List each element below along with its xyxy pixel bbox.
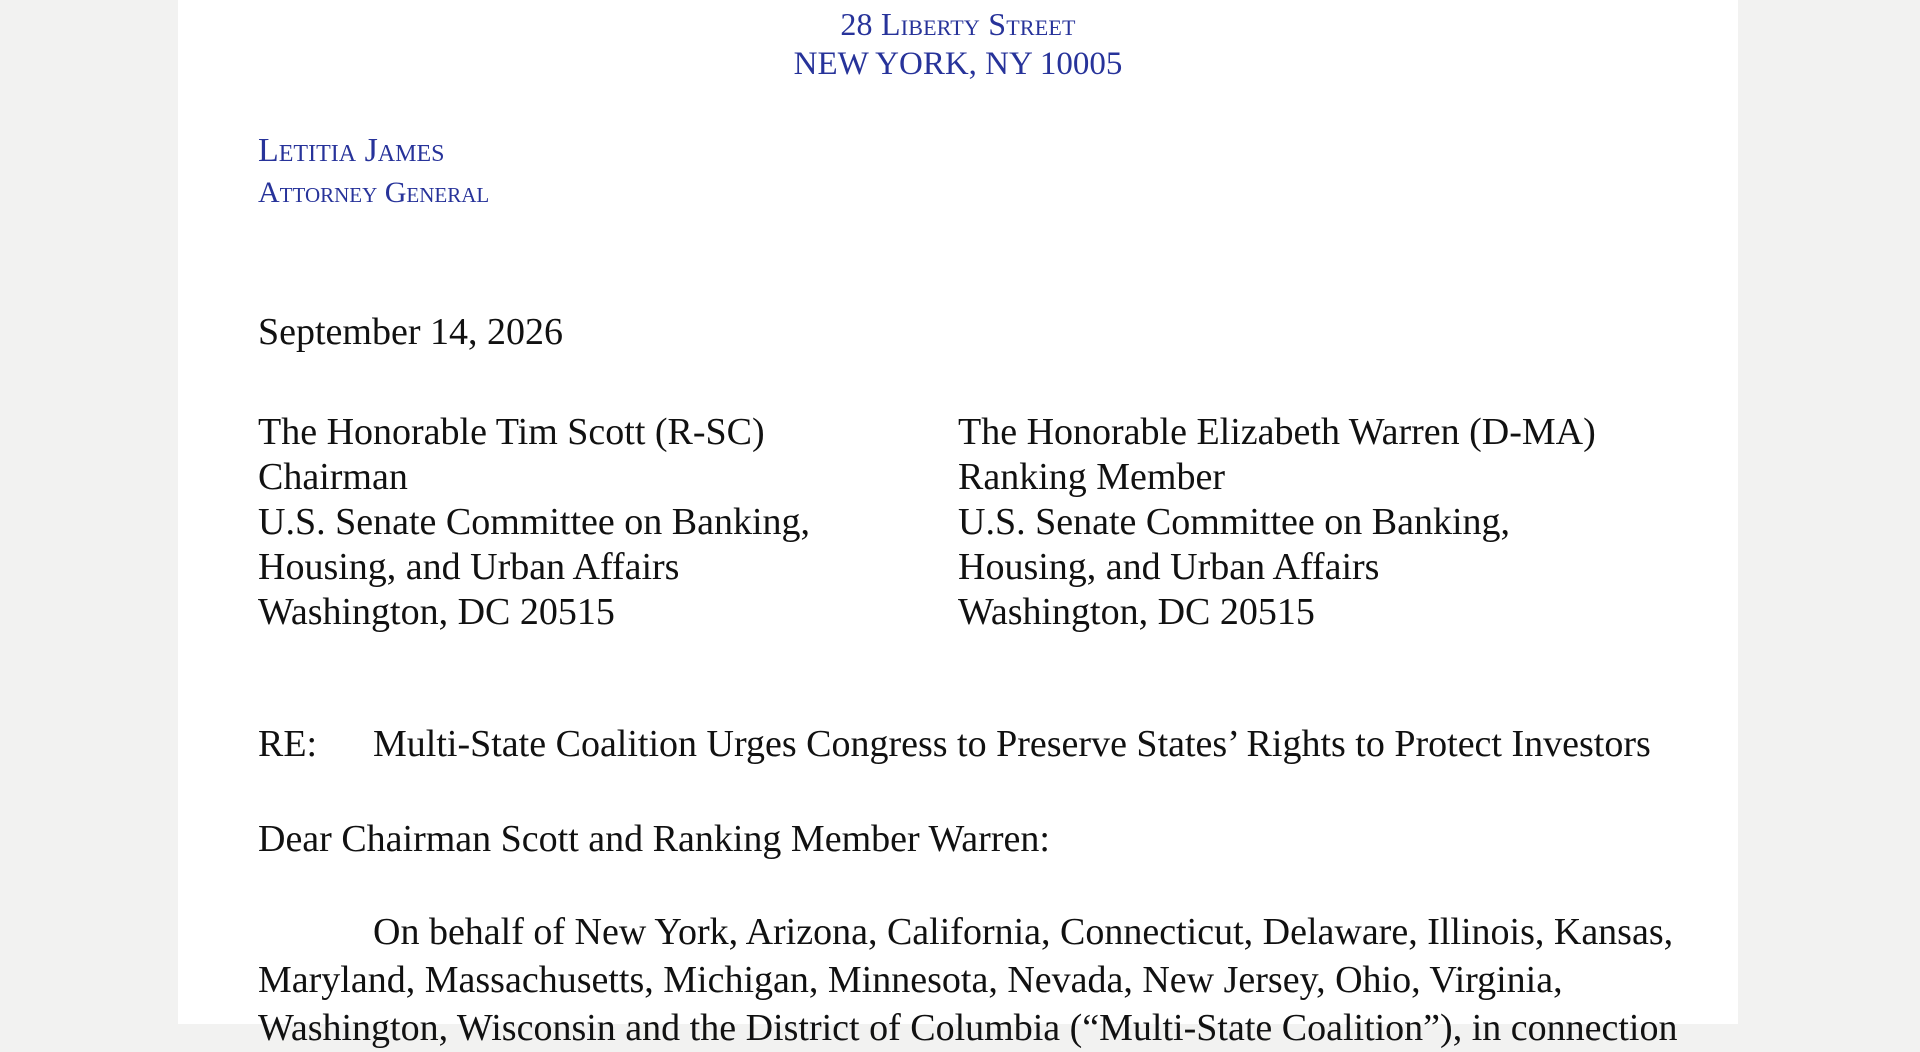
letterhead-street: 28 Liberty Street	[840, 6, 1076, 42]
subject-line	[258, 722, 1651, 767]
paragraph-line: Maryland, Massachusetts, Michigan, Minnesota, Nevada, New Jersey, Ohio, Virginia,	[258, 959, 1563, 1001]
letterhead-city: NEW YORK, NY 10005	[793, 46, 1123, 82]
opening-paragraph	[258, 908, 1678, 1052]
addressee-line: Ranking Member	[958, 456, 1226, 498]
addressee-block-ranking-member	[958, 410, 1596, 635]
sender-name: Letitia James	[258, 132, 445, 169]
letter-page	[178, 0, 1738, 1049]
paragraph-line	[258, 908, 1674, 956]
addressee-line: Chairman	[258, 456, 408, 498]
sender-title: Attorney General	[258, 176, 490, 209]
salutation: Dear Chairman Scott and Ranking Member Warren:	[258, 818, 1050, 860]
addressee-line: U.S. Senate Committee on Banking,	[258, 501, 811, 543]
addressee-line: Housing, and Urban Affairs	[258, 546, 680, 588]
addressee-line: Housing, and Urban Affairs	[958, 546, 1380, 588]
letter-date: September 14, 2026	[258, 311, 564, 353]
paragraph-line-text: On behalf of New York, Arizona, California, Connecticut, Delaware, Illinois, Kansas,	[373, 911, 1674, 953]
addressee-line: Washington, DC 20515	[958, 591, 1315, 633]
addressee-line: The Honorable Tim Scott (R-SC)	[258, 411, 765, 453]
addressee-line: Washington, DC 20515	[258, 591, 615, 633]
addressee-line: The Honorable Elizabeth Warren (D-MA)	[958, 411, 1596, 453]
subject-text: Multi-State Coalition Urges Congress to Preserve States’ Rights to Protect Investors	[373, 723, 1651, 765]
paragraph-line: Washington, Wisconsin and the District of Columbia (“Multi-State Coalition”), in connection	[258, 1007, 1678, 1049]
addressee-block-chairman	[258, 410, 810, 635]
subject-label: RE:	[258, 723, 318, 765]
addressee-line: U.S. Senate Committee on Banking,	[958, 501, 1511, 543]
